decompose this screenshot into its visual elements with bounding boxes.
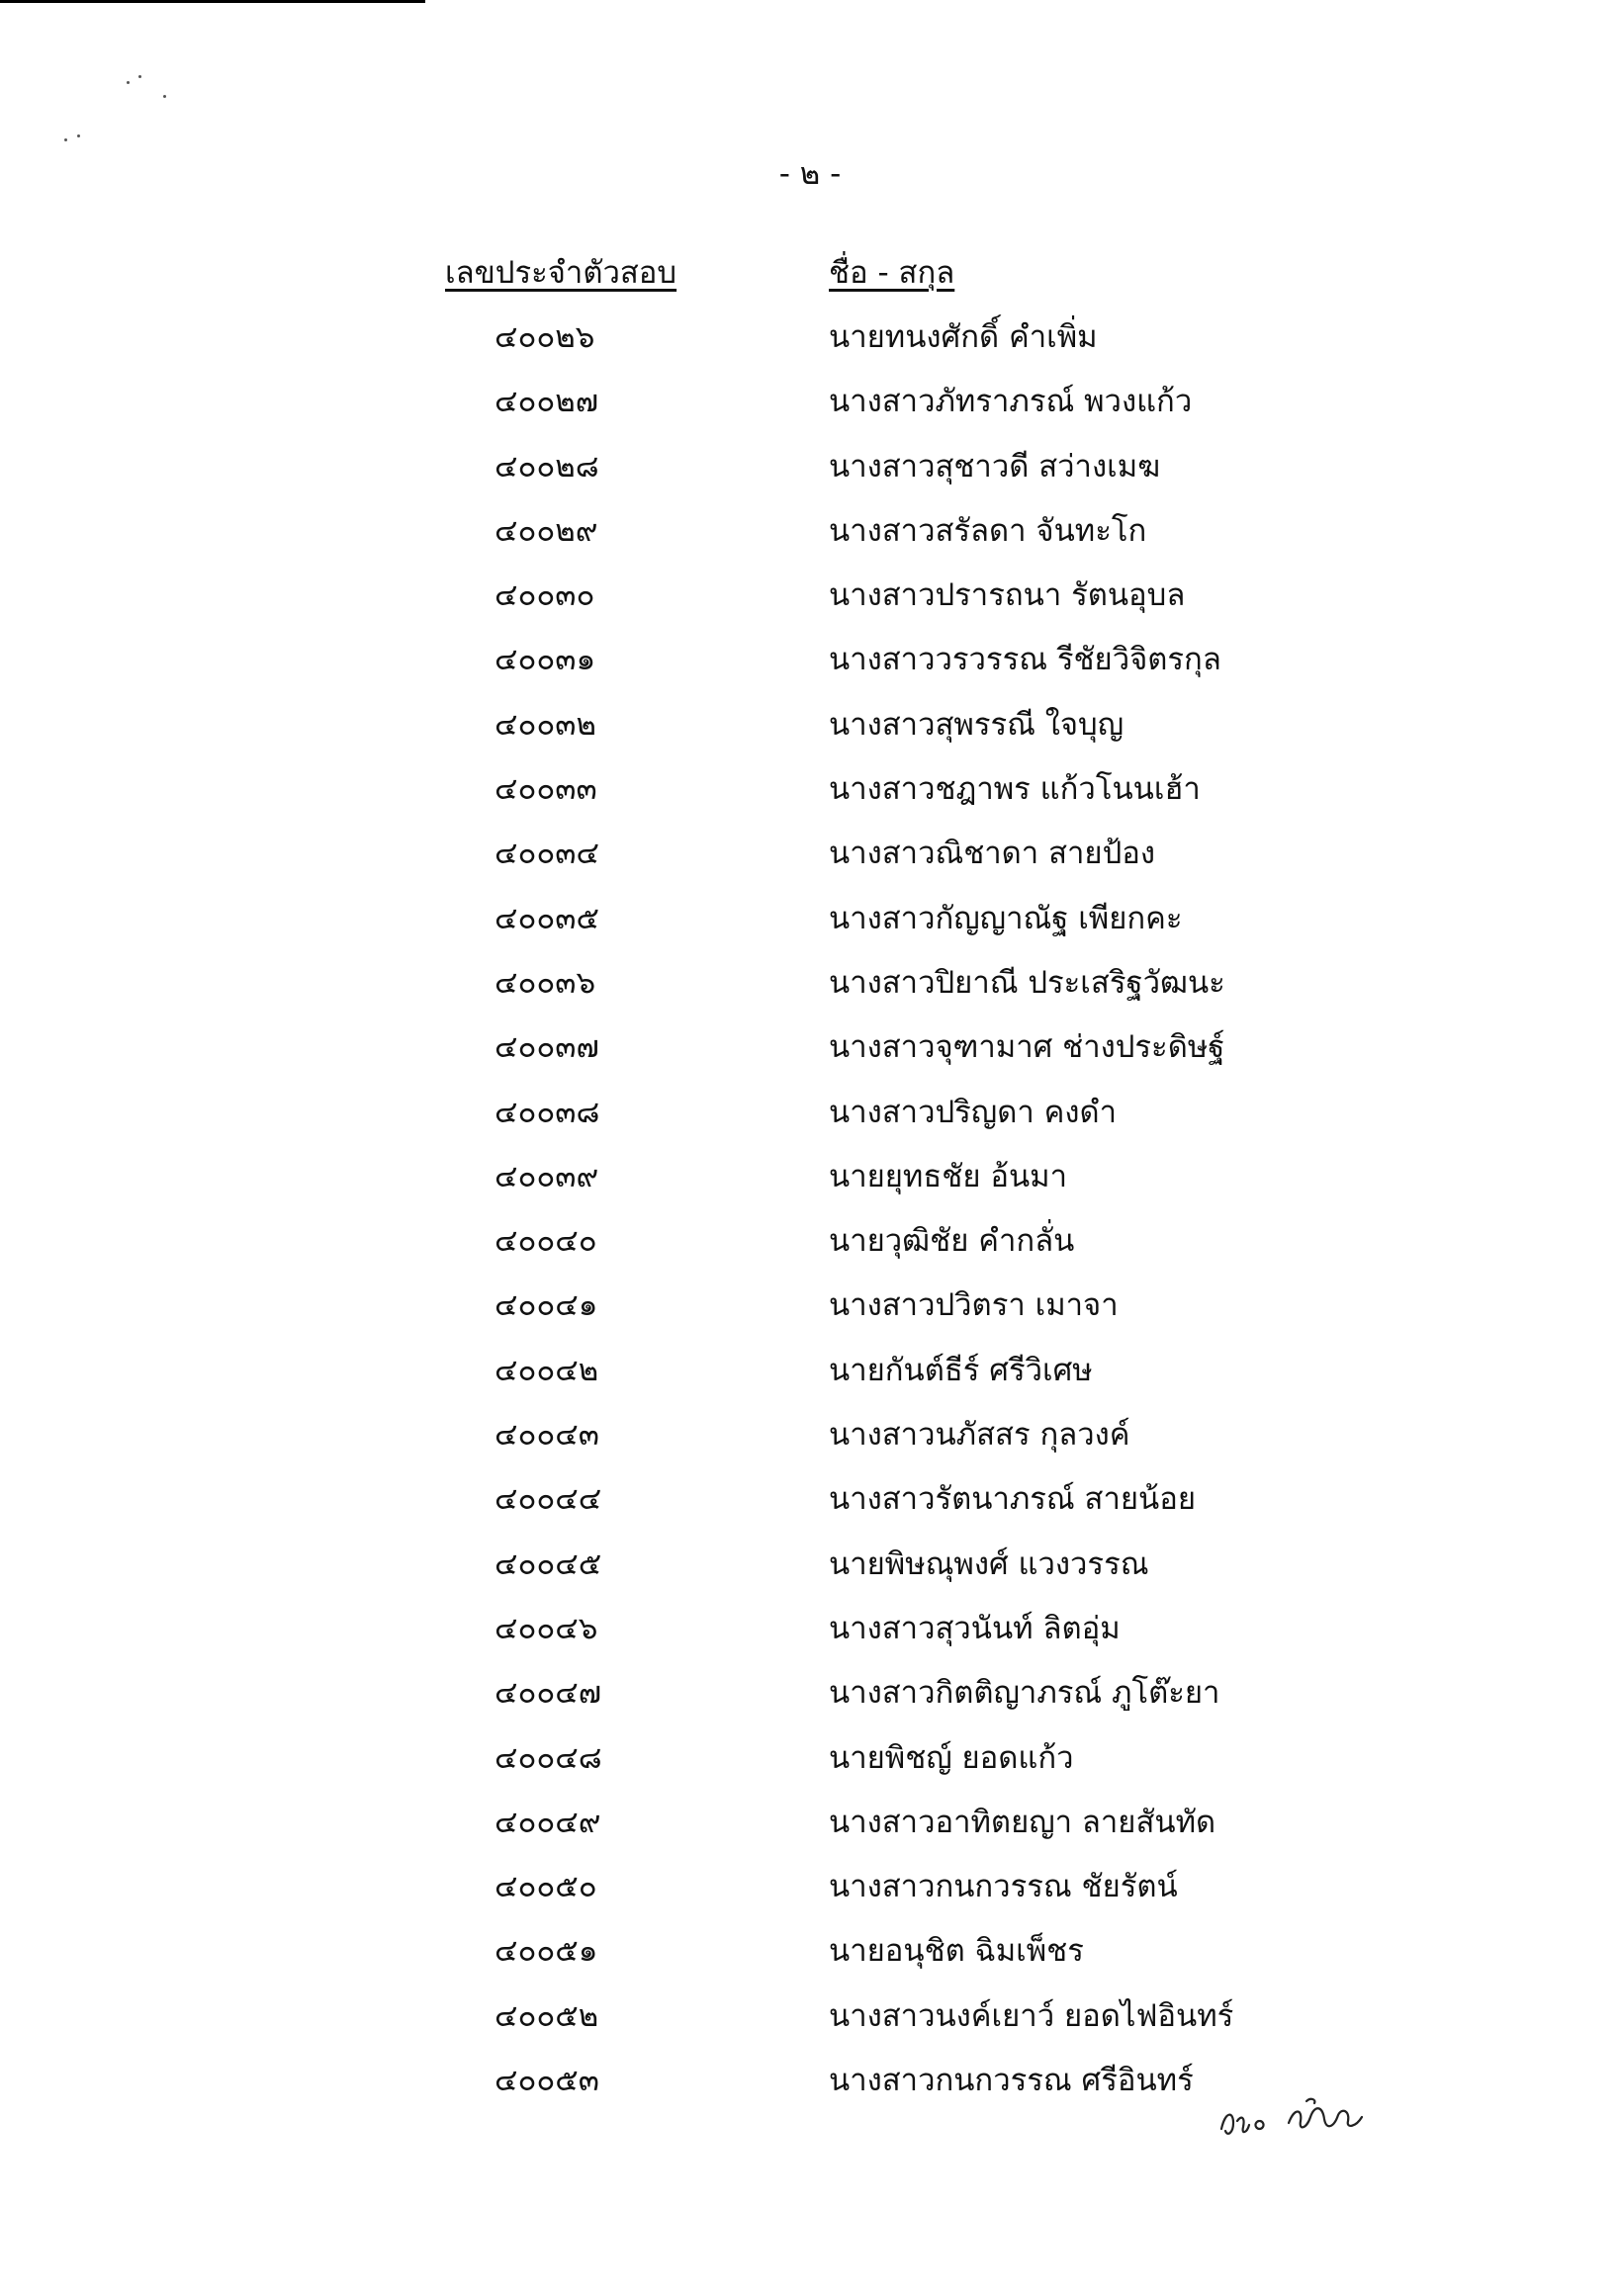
table-row (0, 1925, 1620, 1989)
table-row (0, 763, 1620, 828)
exam-id: ๔๐๐๔๕ (495, 1545, 602, 1582)
exam-id: ๔๐๐๓๒ (495, 706, 596, 743)
table-row (0, 1151, 1620, 1215)
exam-id: ๔๐๐๓๙ (495, 1158, 599, 1194)
scan-speck (64, 138, 67, 141)
exam-id: ๔๐๐๕๒ (495, 1997, 599, 2034)
exam-id: ๔๐๐๕๓ (495, 2063, 599, 2099)
candidate-name: นายพิชญ์ ยอดแก้ว (829, 1739, 1074, 1776)
exam-id: ๔๐๐๔๖ (495, 1610, 598, 1646)
exam-id: ๔๐๐๒๘ (495, 448, 599, 485)
candidate-name: นางสาวจุฑามาศ ช่างประดิษฐ์ (829, 1029, 1225, 1066)
candidate-name: นางสาวณิชาดา สายป้อง (829, 836, 1155, 872)
table-row (0, 828, 1620, 892)
table-row (0, 1409, 1620, 1473)
candidate-name: นางสาวปรารถนา รัตนอุบล (829, 577, 1186, 614)
table-row (0, 1021, 1620, 1086)
exam-id: ๔๐๐๓๓ (495, 771, 597, 808)
table-row (0, 893, 1620, 957)
exam-id: ๔๐๐๕๐ (495, 1869, 597, 1905)
candidate-name: นางสาวกนกวรรณ ชัยรัตน์ (829, 1869, 1178, 1905)
candidate-name: นางสาวนงค์เยาว์ ยอดไฟอินทร์ (829, 1997, 1234, 2034)
candidate-name: นางสาวสุพรรณี ใจบุญ (829, 706, 1125, 743)
table-row (0, 1087, 1620, 1151)
table-row (0, 1732, 1620, 1797)
candidate-name: นายกันต์ธีร์ ศรีวิเศษ (829, 1352, 1093, 1388)
column-header-name: ชื่อ - สกุล (829, 255, 955, 291)
candidate-name: นางสาวกนกวรรณ ศรีอินทร์ (829, 2063, 1194, 2099)
exam-id: ๔๐๐๔๔ (495, 1481, 602, 1518)
handwritten-signature (1212, 2081, 1399, 2151)
exam-id: ๔๐๐๒๙ (495, 512, 598, 549)
table-row (0, 1539, 1620, 1603)
table-row (0, 441, 1620, 505)
page-number: - ๒ - (778, 156, 842, 192)
scan-speck (138, 75, 141, 78)
candidate-name: นางสาวรัตนาภรณ์ สายน้อย (829, 1481, 1197, 1518)
table-row (0, 1990, 1620, 2055)
exam-id: ๔๐๐๒๖ (495, 319, 595, 355)
candidate-name: นางสาวปวิตรา เมาจา (829, 1287, 1119, 1324)
table-row (0, 1603, 1620, 1667)
candidate-name: นางสาวภัทราภรณ์ พวงแก้ว (829, 384, 1193, 420)
candidate-name: นางสาวสุวนันท์ ลิตอุ่ม (829, 1610, 1121, 1646)
candidate-name: นายยุทธชัย อ้นมา (829, 1158, 1067, 1194)
scan-speck (163, 95, 166, 98)
table-row (0, 311, 1620, 376)
candidate-name: นางสาวกิตติญาภรณ์ ภูโต๊ะยา (829, 1675, 1220, 1712)
exam-id: ๔๐๐๔๒ (495, 1352, 599, 1388)
table-row (0, 699, 1620, 763)
table-row (0, 1345, 1620, 1409)
exam-id: ๔๐๐๔๐ (495, 1223, 597, 1260)
exam-id: ๔๐๐๓๖ (495, 964, 596, 1001)
exam-id: ๔๐๐๓๕ (495, 900, 599, 936)
candidate-name: นางสาวปิยาณี ประเสริฐวัฒนะ (829, 964, 1225, 1001)
table-row (0, 505, 1620, 570)
column-header-exam-id: เลขประจำตัวสอบ (445, 255, 677, 291)
exam-id: ๔๐๐๓๘ (495, 1094, 600, 1130)
candidate-name: นางสาวสรัลดา จันทะโก (829, 512, 1147, 549)
table-row (0, 570, 1620, 634)
table-row (0, 1215, 1620, 1280)
exam-id: ๔๐๐๓๗ (495, 1029, 599, 1066)
candidate-name: นางสาวสุชาวดี สว่างเมฆ (829, 448, 1161, 485)
exam-id: ๔๐๐๔๘ (495, 1739, 602, 1776)
table-row (0, 1473, 1620, 1538)
exam-id: ๔๐๐๔๑ (495, 1287, 598, 1324)
candidate-name: นางสาวนภัสสร กุลวงค์ (829, 1417, 1130, 1454)
candidate-list (0, 311, 1620, 2119)
exam-id: ๔๐๐๔๓ (495, 1417, 599, 1454)
table-row (0, 1861, 1620, 1925)
exam-id: ๔๐๐๒๗ (495, 384, 599, 420)
candidate-name: นายทนงศักดิ์ คำเพิ่ม (829, 319, 1098, 355)
table-row (0, 376, 1620, 440)
exam-id: ๔๐๐๕๑ (495, 1933, 598, 1970)
exam-id: ๔๐๐๓๔ (495, 836, 599, 872)
table-row (0, 1797, 1620, 1861)
top-rule (0, 0, 425, 3)
candidate-name: นางสาวกัญญาณัฐ เพียกคะ (829, 900, 1183, 936)
candidate-name: นายอนุชิต ฉิมเพ็ชร (829, 1933, 1084, 1970)
table-row (0, 1667, 1620, 1731)
candidate-name: นายพิษณุพงศ์ แวงวรรณ (829, 1545, 1149, 1582)
exam-id: ๔๐๐๔๙ (495, 1804, 601, 1840)
candidate-name: นางสาววรวรรณ รีชัยวิจิตรกุล (829, 642, 1221, 678)
table-row (0, 957, 1620, 1021)
candidate-name: นางสาวปริญดา คงดำ (829, 1094, 1118, 1130)
exam-id: ๔๐๐๓๑ (495, 642, 596, 678)
candidate-name: นายวุฒิชัย คำกลั่น (829, 1223, 1075, 1260)
candidate-name: นางสาวอาทิตยญา ลายสันทัด (829, 1804, 1216, 1840)
scan-speck (127, 81, 130, 84)
table-row (0, 634, 1620, 698)
exam-id: ๔๐๐๓๐ (495, 577, 595, 614)
scan-speck (77, 134, 80, 137)
candidate-name: นางสาวชฎาพร แก้วโนนเฮ้า (829, 771, 1201, 808)
exam-id: ๔๐๐๔๗ (495, 1675, 602, 1712)
table-row (0, 1280, 1620, 1344)
